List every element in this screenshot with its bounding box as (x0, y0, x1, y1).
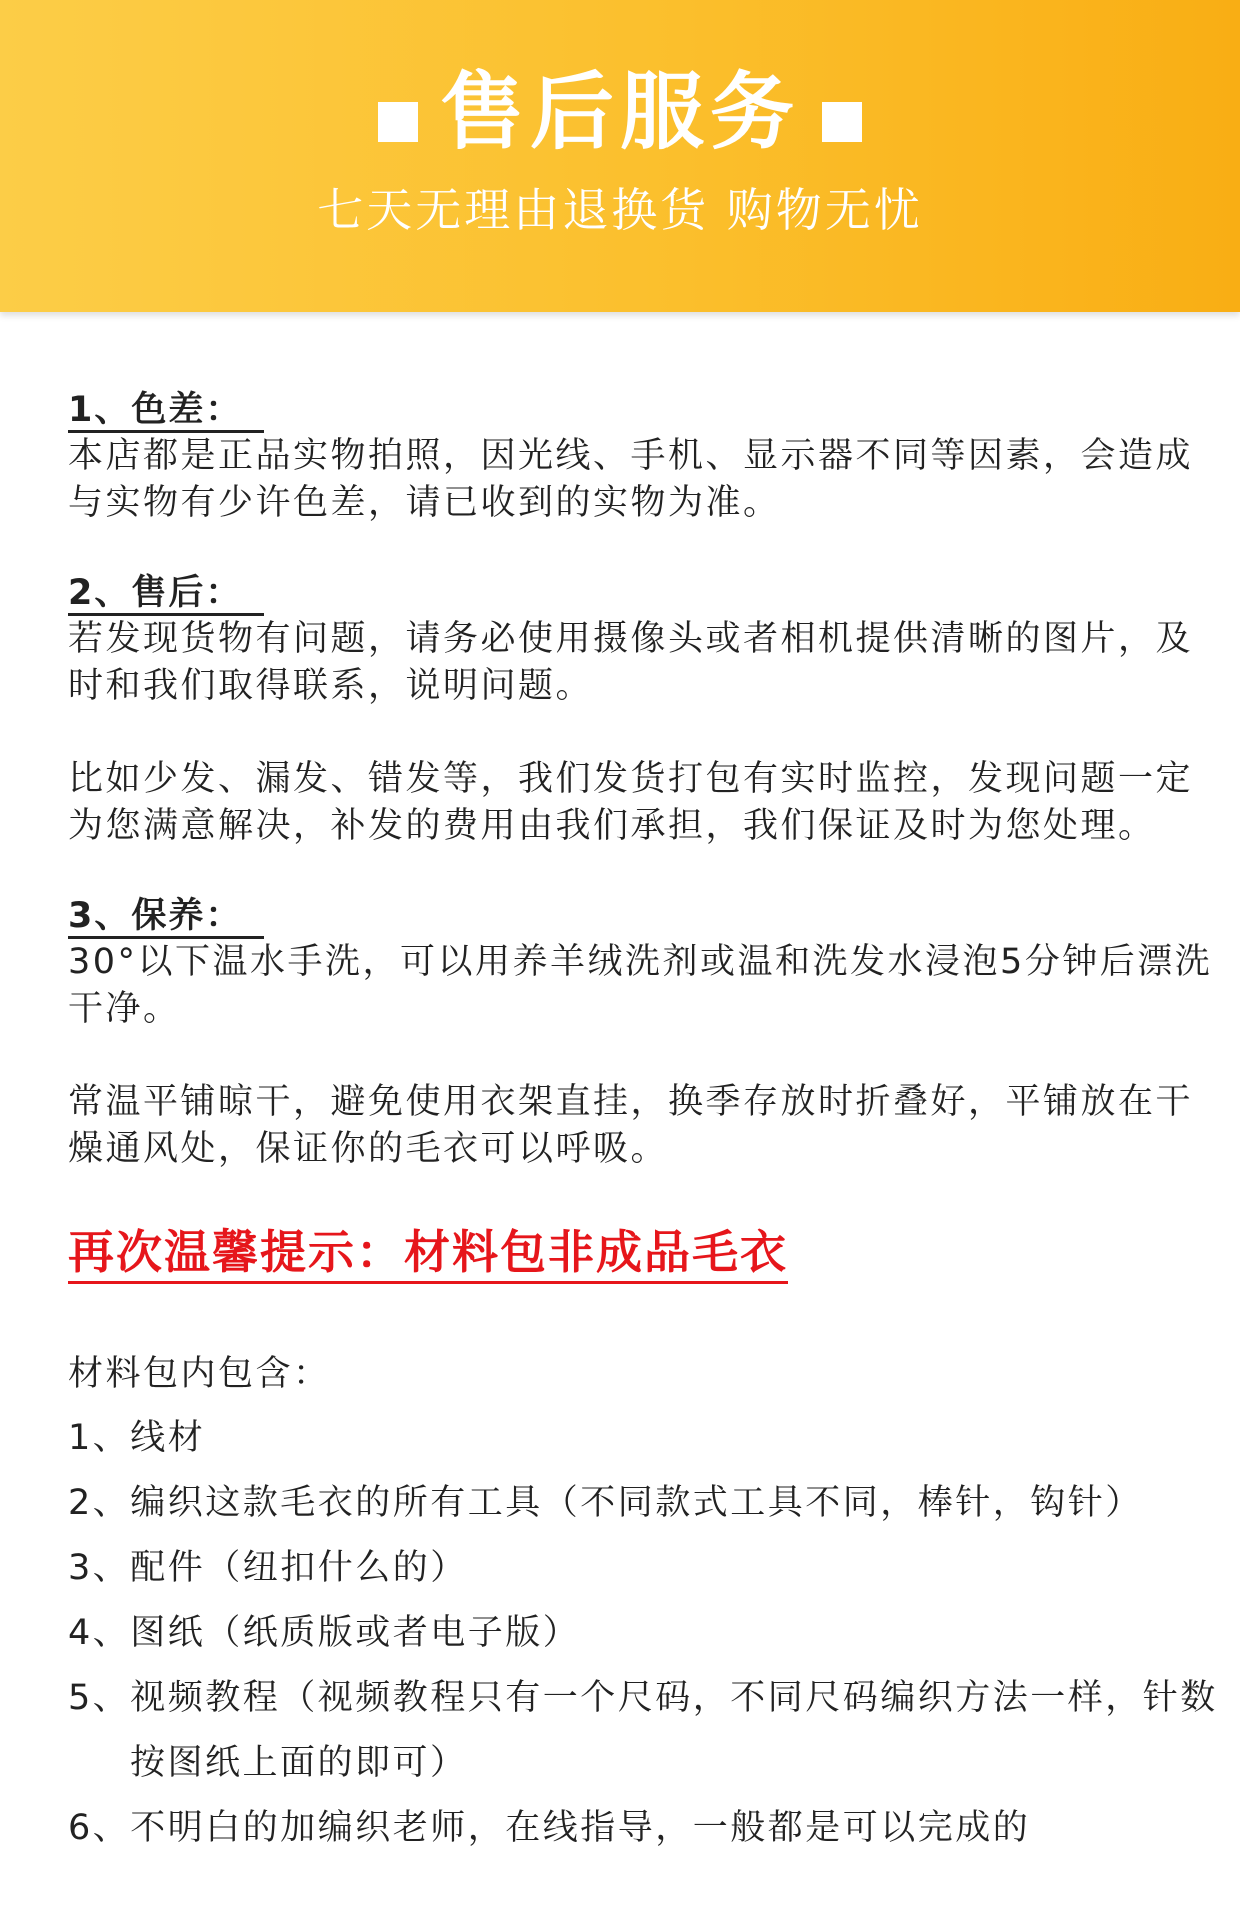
section-title: 3、保养： (68, 896, 264, 939)
section-title: 1、色差： (68, 390, 264, 433)
square-bullet-icon (822, 102, 862, 142)
page-subtitle: 七天无理由退换货 购物无忧 (317, 183, 923, 237)
list-item: 3、配件（纽扣什么的） (68, 1548, 468, 1588)
section-paragraph: 30°以下温水手洗，可以用养羊绒洗剂或温和洗发水浸泡5分钟后漂洗干净。 (68, 942, 1213, 1029)
content-area (68, 390, 1218, 1861)
square-bullet-icon (378, 102, 418, 142)
section-paragraph: 常温平铺晾干，避免使用衣架直挂，换季存放时折叠好，平铺放在干燥通风处，保证你的毛衣可以呼吸。 (68, 1082, 1194, 1169)
warning-notice: 再次温馨提示：材料包非成品毛衣 (68, 1223, 788, 1284)
list-item: 5、视频教程（视频教程只有一个尺码，不同尺码编织方法一样，针数按图纸上面的即可） (68, 1678, 1218, 1783)
section-color-difference (68, 390, 1218, 527)
list-item: 4、图纸（纸质版或者电子版） (68, 1613, 581, 1653)
package-heading: 材料包内包含： (68, 1354, 331, 1394)
section-paragraph: 若发现货物有问题，请务必使用摄像头或者相机提供清晰的图片，及时和我们取得联系，说明问题。 (68, 619, 1194, 706)
section-care (68, 896, 1218, 1173)
list-item: 2、编织这款毛衣的所有工具（不同款式工具不同，棒针，钩针） (68, 1483, 1143, 1523)
page-title: 售后服务 (439, 63, 800, 161)
header-banner (0, 0, 1240, 312)
section-after-sales (68, 573, 1218, 850)
section-paragraph: 本店都是正品实物拍照，因光线、手机、显示器不同等因素，会造成与实物有少许色差，请已收到的实物为准。 (68, 436, 1194, 523)
section-title: 2、售后： (68, 573, 264, 616)
title-row (0, 62, 1240, 162)
list-item: 1、线材 (68, 1418, 206, 1458)
section-paragraph: 比如少发、漏发、错发等，我们发货打包有实时监控，发现问题一定为您满意解决，补发的费用由我们承担，我们保证及时为您处理。 (68, 759, 1194, 846)
package-contents (68, 1354, 1218, 1861)
list-item: 6、不明白的加编织老师，在线指导，一般都是可以完成的 (68, 1808, 1031, 1848)
